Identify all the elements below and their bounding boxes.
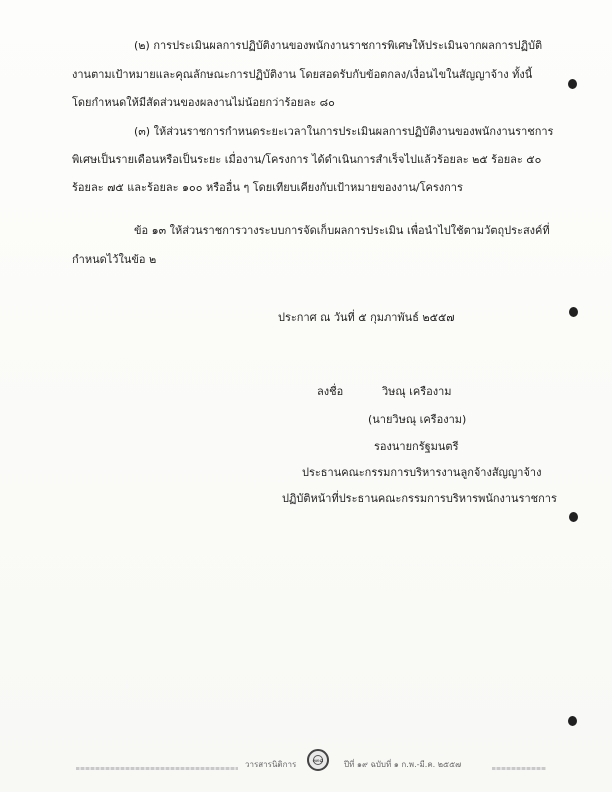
punch-hole bbox=[568, 79, 577, 89]
clause13-line1: ข้อ ๑๓ ให้ส่วนราชการวางระบบการจัดเก็บผลการประเมิน เพื่อนำไปใช้ตามวัตถุประสงค์ที่ bbox=[134, 224, 550, 237]
footer-journal-title: วารสารนิติการ bbox=[245, 760, 297, 769]
journal-seal-icon bbox=[307, 749, 329, 771]
para3-line3: ร้อยละ ๗๕ และร้อยละ ๑๐๐ หรืออื่น ๆ โดยเทียบเคียงกับเป้าหมายของงาน/โครงการ bbox=[72, 181, 463, 194]
footer-rule-right bbox=[492, 767, 546, 770]
signed-name: วิษณุ เครืองาม bbox=[382, 385, 452, 398]
signature-label: ลงชื่อ bbox=[317, 385, 344, 398]
clause13-line2: กำหนดไว้ในข้อ ๒ bbox=[72, 253, 157, 266]
announcement-date: ประกาศ ณ วันที่ ๕ กุมภาพันธ์ ๒๕๕๗ bbox=[278, 311, 455, 324]
para3-line1: (๓) ให้ส่วนราชการกำหนดระยะเวลาในการประเมินผลการปฏิบัติงานของพนักงานราชการ bbox=[134, 125, 554, 138]
punch-hole bbox=[569, 512, 578, 522]
para2-line1: (๒) การประเมินผลการปฏิบัติงานของพนักงานราชการพิเศษให้ประเมินจากผลการปฏิบัติ bbox=[134, 39, 543, 52]
punch-hole bbox=[569, 307, 578, 317]
signatory-full-name: (นายวิษณุ เครืองาม) bbox=[368, 413, 467, 426]
para2-line3: โดยกำหนดให้มีสัดส่วนของผลงานไม่น้อยกว่าร้อยละ ๘๐ bbox=[72, 96, 335, 109]
para2-line2: งานตามเป้าหมายและคุณลักษณะการปฏิบัติงาน โดยสอดรับกับข้อตกลง/เงื่อนไขในสัญญาจ้าง ทั้งนี้ bbox=[72, 68, 533, 81]
signatory-position-3: ปฏิบัติหน้าที่ประธานคณะกรรมการบริหารพนักงานราชการ bbox=[282, 492, 557, 505]
footer-rule-left bbox=[76, 767, 238, 770]
para3-line2: พิเศษเป็นรายเดือนหรือเป็นระยะ เมื่องาน/โครงการ ได้ดำเนินการสำเร็จไปแล้วร้อยละ ๒๕ ร้อยละ ๕๐ bbox=[72, 153, 542, 166]
signatory-position-2: ประธานคณะกรรมการบริหารงานลูกจ้างสัญญาจ้าง bbox=[302, 466, 542, 479]
footer-issue-info: ปีที่ ๑๙ ฉบับที่ ๑ ก.พ.-มี.ค. ๒๕๕๗ bbox=[344, 760, 462, 769]
punch-hole bbox=[568, 716, 577, 726]
page-number: ๓๓๘ bbox=[312, 758, 324, 764]
signatory-position-1: รองนายกรัฐมนตรี bbox=[374, 440, 459, 453]
